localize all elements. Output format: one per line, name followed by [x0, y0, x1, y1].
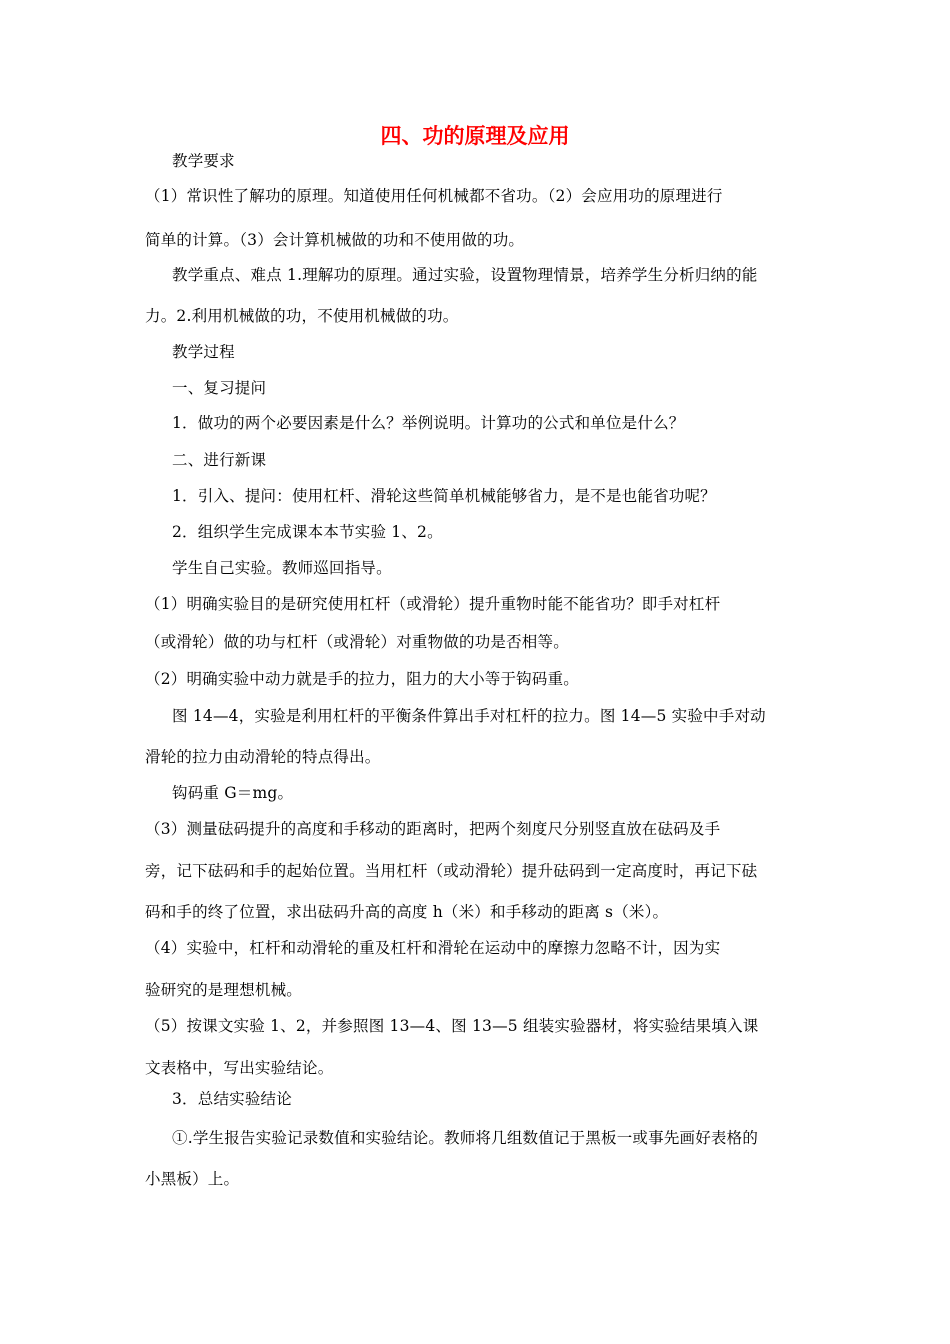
paragraph-line: 小黑板）上。	[145, 1170, 240, 1188]
paragraph-line: 文表格中，写出实验结论。	[145, 1059, 334, 1077]
paragraph-line: （2）明确实验中动力就是手的拉力，阻力的大小等于钩码重。	[145, 670, 579, 688]
paragraph-line: 教学重点、难点 1.理解功的原理。通过实验，设置物理情景，培养学生分析归纳的能	[172, 266, 758, 284]
page-title: 四、功的原理及应用	[380, 124, 570, 148]
section-heading-conclusion: 3．总结实验结论	[172, 1090, 292, 1108]
section-heading-new-lesson: 二、进行新课	[172, 451, 267, 469]
paragraph-line: ①.学生报告实验记录数值和实验结论。教师将几组数值记于黑板一或事先画好表格的	[172, 1129, 759, 1147]
paragraph-line: （3）测量砝码提升的高度和手移动的距离时，把两个刻度尺分别竖直放在砝码及手	[145, 820, 721, 838]
section-heading-requirements: 教学要求	[172, 152, 235, 170]
paragraph-line: 图 14—4，实验是利用杠杆的平衡条件算出手对杠杆的拉力。图 14—5 实验中手对动	[172, 707, 766, 725]
paragraph-line: 验研究的是理想机械。	[145, 981, 303, 999]
section-heading-process: 教学过程	[172, 343, 235, 361]
paragraph-line: 学生自己实验。教师巡回指导。	[172, 559, 392, 577]
paragraph-line: （1）明确实验目的是研究使用杠杆（或滑轮）提升重物时能不能省功？即手对杠杆	[145, 595, 721, 613]
paragraph-line: 滑轮的拉力由动滑轮的特点得出。	[145, 748, 381, 766]
paragraph-line: （1）常识性了解功的原理。知道使用任何机械都不省功。（2）会应用功的原理进行	[145, 187, 723, 205]
paragraph-line: 钩码重 G＝mg。	[172, 784, 294, 802]
section-heading-review: 一、复习提问	[172, 379, 267, 397]
paragraph-line: 简单的计算。（3）会计算机械做的功和不使用做的功。	[145, 231, 525, 249]
paragraph-line: 1．做功的两个必要因素是什么？举例说明。计算功的公式和单位是什么？	[172, 414, 685, 432]
paragraph-line: （或滑轮）做的功与杠杆（或滑轮）对重物做的功是否相等。	[145, 633, 569, 651]
paragraph-line: 1．引入、提问：使用杠杆、滑轮这些简单机械能够省力，是不是也能省功呢？	[172, 487, 716, 505]
paragraph-line: 2．组织学生完成课本本节实验 1、2。	[172, 523, 443, 541]
paragraph-line: （5）按课文实验 1、2，并参照图 13—4、图 13—5 组装实验器材，将实验结果填入课	[145, 1017, 759, 1035]
paragraph-line: 码和手的终了位置，求出砝码升高的高度 h（米）和手移动的距离 s（米）。	[145, 903, 669, 921]
paragraph-line: 旁，记下砝码和手的起始位置。当用杠杆（或动滑轮）提升砝码到一定高度时，再记下砝	[145, 862, 758, 880]
paragraph-line: （4）实验中，杠杆和动滑轮的重及杠杆和滑轮在运动中的摩擦力忽略不计，因为实	[145, 939, 721, 957]
paragraph-line: 力。2.利用机械做的功，不使用机械做的功。	[145, 307, 459, 325]
